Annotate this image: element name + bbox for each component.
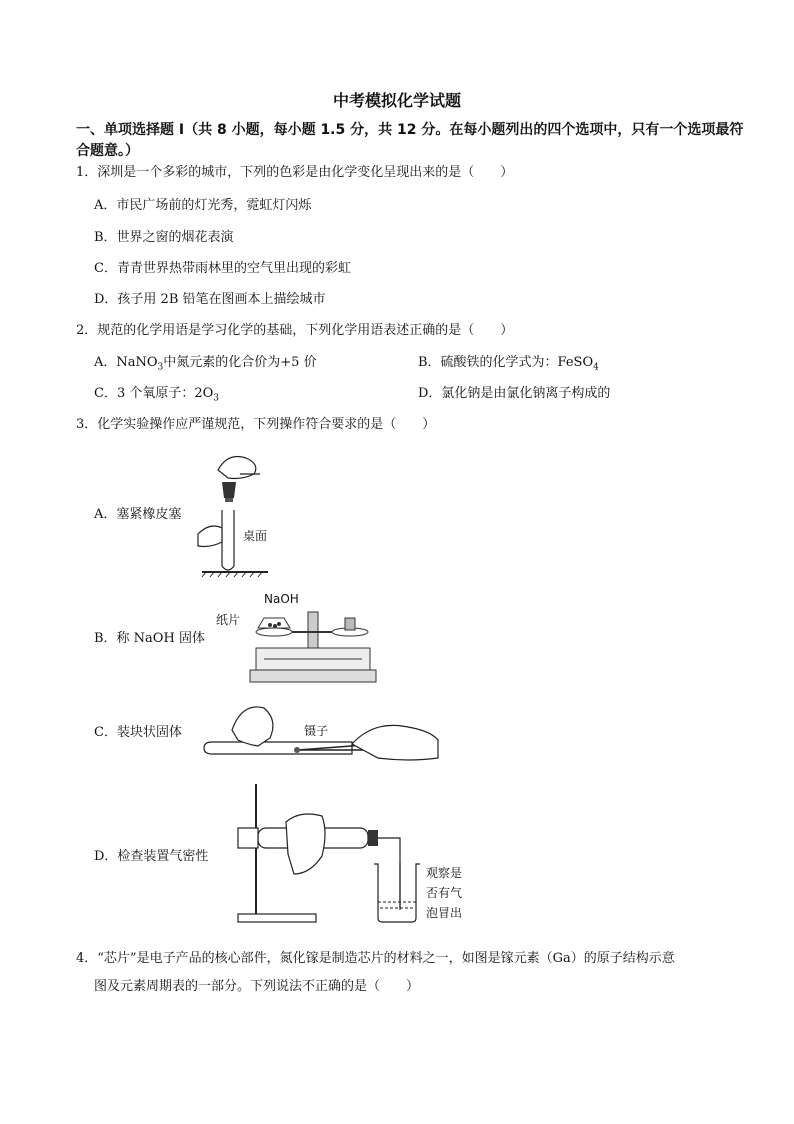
question-3-option-c: C．装块状固体 bbox=[94, 725, 182, 740]
question-1-option-a: A．市民广场前的灯光秀，霓虹灯闪烁 bbox=[94, 198, 312, 213]
question-1-option-d: D．孩子用 2B 铅笔在图画本上描绘城市 bbox=[94, 292, 326, 307]
question-2-stem: 2．规范的化学用语是学习化学的基础，下列化学用语表述正确的是（ ） bbox=[76, 323, 514, 338]
stopper-test-tube-figure bbox=[188, 450, 288, 578]
question-3-option-a: A．塞紧橡皮塞 bbox=[94, 507, 182, 522]
question-2-option-b: B．硫酸铁的化学式为：FeSO$_4$ bbox=[418, 355, 599, 373]
table-surface-label: 桌面 bbox=[243, 529, 268, 543]
section-heading: 一、单项选择题 I（共 8 小题，每小题 1.5 分，共 12 分。在每小题列出的四个选项中，只有一个选项最符合题意。） bbox=[76, 122, 744, 159]
observe-label-line2: 否有气 bbox=[426, 886, 463, 900]
question-2-option-d: D．氯化钠是由氯化钠离子构成的 bbox=[418, 386, 611, 401]
question-3-option-b: B．称 NaOH 固体 bbox=[94, 631, 205, 646]
question-1-option-b: B．世界之窗的烟花表演 bbox=[94, 230, 234, 245]
question-2-option-a: A．NaNO$_3$中氮元素的化合价为+5 价 bbox=[94, 355, 317, 373]
question-2-option-c: C．3 个氧原子：$2O_3$ bbox=[94, 386, 220, 404]
question-1-stem: 1．深圳是一个多彩的城市，下列的色彩是由化学变化呈现出来的是（ ） bbox=[76, 165, 514, 180]
question-4-stem-line1: 4．“芯片”是电子产品的核心部件，氮化镓是制造芯片的材料之一，如图是镓元素（Ga）的原子结构示意 bbox=[76, 951, 675, 966]
page-title: 中考模拟化学试题 bbox=[332, 91, 461, 110]
question-4-stem-line2: 图及元素周期表的一部分。下列说法不正确的是（ ） bbox=[94, 979, 420, 994]
balance-scale-figure bbox=[244, 598, 382, 686]
tweezers-label: 镊子 bbox=[304, 724, 329, 738]
paper-piece-label: 纸片 bbox=[216, 613, 241, 627]
observe-label-line1: 观察是 bbox=[426, 866, 463, 880]
observe-label-line3: 泡冒出 bbox=[426, 906, 463, 920]
question-3-stem: 3．化学实验操作应严谨规范，下列操作符合要求的是（ ） bbox=[76, 417, 436, 432]
naoh-label: NaOH bbox=[264, 592, 299, 606]
question-3-option-d: D．检查装置气密性 bbox=[94, 849, 209, 864]
question-1-option-c: C．青青世界热带雨林里的空气里出现的彩虹 bbox=[94, 261, 351, 276]
beaker-figure bbox=[372, 862, 422, 924]
